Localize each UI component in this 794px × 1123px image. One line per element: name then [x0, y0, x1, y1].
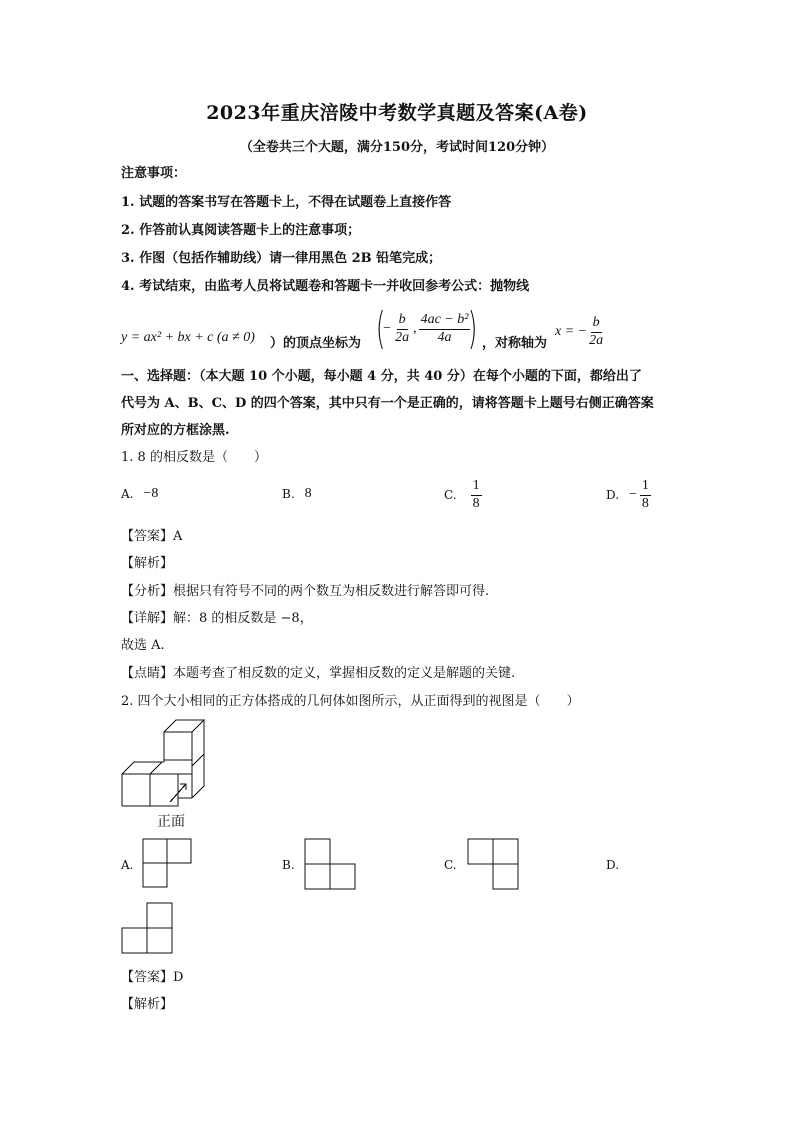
option-a	[121, 486, 158, 502]
fraction-denominator: 2a	[589, 332, 604, 348]
section-intro: 一、选择题：（本大题 10 个小题，每小题 4 分，共 40 分）在每个小题的下面，都给出了	[121, 369, 642, 384]
analysis-comment: 【点睛】本题考查了相反数的定义，掌握相反数的定义是解题的关键.	[121, 666, 516, 681]
analysis-label: 【解析】	[121, 997, 174, 1012]
vertex-y-fraction	[419, 312, 471, 345]
notes-item: 3. 作图（包括作辅助线）请一律用黑色 2B 铅笔完成；	[121, 251, 442, 266]
fraction-numerator: 1	[640, 478, 651, 495]
comma: ,	[413, 321, 417, 336]
option-letter: B.	[282, 487, 295, 501]
axis-fraction	[587, 315, 605, 348]
fraction-denominator: 2a	[395, 329, 410, 345]
left-paren: (	[375, 303, 386, 354]
axis-formula	[555, 310, 605, 354]
option-d-view	[121, 902, 175, 956]
parabola-equation: y = ax² + bx + c (a ≠ 0)	[121, 330, 255, 345]
fraction-numerator: 4ac − b²	[419, 312, 471, 329]
option-letter: D.	[606, 488, 620, 502]
option-letter: A.	[121, 858, 134, 872]
vertex-x-fraction	[393, 312, 411, 345]
answer-line: 【答案】A	[121, 529, 183, 544]
right-paren: )	[468, 303, 478, 354]
analysis-label: 【解析】	[121, 556, 174, 571]
analysis-fenxi: 【分析】根据只有符号不同的两个数互为相反数进行解答即可得.	[121, 584, 490, 599]
section-intro: 代号为 A、B、C、D 的四个答案，其中只有一个是正确的，请将答题卡上题号右侧正确答案	[121, 396, 654, 411]
front-label: 正面	[157, 814, 185, 830]
fraction-denominator: 8	[641, 495, 649, 511]
fraction-numerator: b	[397, 312, 408, 329]
choose-line: 故选 A.	[121, 638, 165, 653]
option-c	[444, 475, 482, 515]
answer-line: 【答案】D	[121, 970, 184, 985]
notes-item: 4. 考试结束，由监考人员将试题卷和答题卡一并收回参考公式：抛物线	[121, 279, 530, 294]
notes-item: 1. 试题的答案书写在答题卡上，不得在试题卷上直接作答	[121, 195, 452, 210]
question-stem: 2. 四个大小相同的正方体搭成的几何体如图所示，从正面得到的视图是（ ）	[121, 694, 580, 709]
option-a-view	[142, 838, 194, 890]
vertex-label: ）的顶点坐标为	[270, 336, 362, 351]
notes-item: 2. 作答前认真阅读答题卡上的注意事项；	[121, 223, 361, 238]
vertex-formula	[372, 303, 482, 355]
minus-sign: −	[629, 487, 637, 502]
axis-label: ，对称轴为	[482, 336, 548, 351]
question-stem: 1. 8 的相反数是（ ）	[121, 450, 267, 465]
option-fraction	[471, 478, 482, 511]
fraction-denominator: 4a	[437, 329, 452, 345]
section-intro: 所对应的方框涂黑.	[121, 423, 230, 438]
minus-sign: −	[383, 321, 392, 336]
page-title: 2023年重庆涪陵中考数学真题及答案(A卷)	[206, 102, 588, 124]
exam-subtitle: （全卷共三个大题，满分150分，考试时间120分钟）	[239, 140, 555, 155]
option-c-view	[467, 838, 521, 892]
option-letter: C.	[444, 488, 457, 502]
option-letter: D.	[606, 858, 620, 872]
notes-heading: 注意事项：	[121, 166, 187, 181]
option-d	[606, 475, 651, 515]
option-letter: A.	[121, 487, 134, 501]
option-letter: B.	[282, 858, 295, 872]
option-value: −8	[143, 486, 159, 501]
option-b	[282, 486, 312, 502]
analysis-detail: 【详解】解：8 的相反数是 −8，	[121, 611, 313, 626]
cube-figure	[118, 716, 218, 812]
option-b-view	[304, 838, 358, 892]
fraction-numerator: b	[591, 315, 602, 332]
fraction-numerator: 1	[471, 478, 482, 495]
option-fraction	[640, 478, 651, 511]
option-value: 8	[304, 486, 312, 501]
fraction-denominator: 8	[472, 495, 480, 511]
axis-lhs: x = −	[555, 324, 588, 339]
option-letter: C.	[444, 858, 457, 872]
